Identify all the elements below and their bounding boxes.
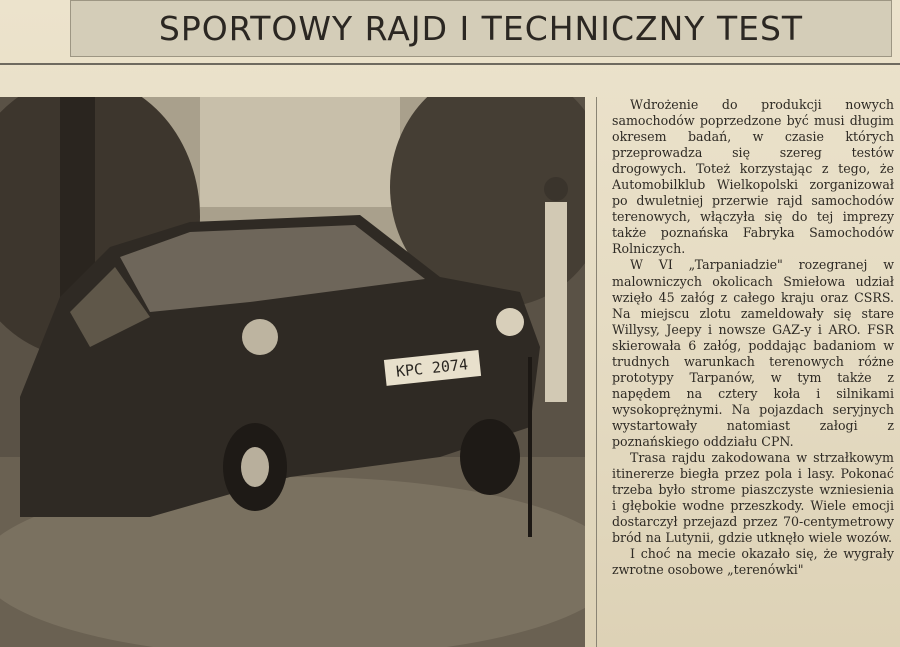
bystander (545, 202, 567, 402)
headlight (496, 308, 524, 336)
headline-banner (70, 0, 892, 57)
article-paragraph: Wdrożenie do produkcji nowych samochodów poprzedzone być musi długim okresem badań, w czasie których przeprowadza się szereg testów drogowych. Toteż korzystając z tego, że Automobilklub Wielkopolski zorganizował po dwuletniej przerwie rajd samochodów terenowych, włączyła się do tej imprezy także poznańska Fabryka Samochodów Rolniczych. (612, 97, 894, 257)
top-divider (0, 63, 900, 65)
rally-photo-illustration (0, 97, 585, 647)
article-paragraph: Trasa rajdu zakodowana w strzałkowym itinererze biegła przez pola i lasy. Pokonać trzeba było strome piaszczyste wzniesienia i głębokie wodne przeszkody. Wiele emocji dostarczył przejazd przez 70-centymetrowy bród na Lutynii, gdzie utknęło wiele wozów. (612, 450, 894, 546)
article-body (612, 97, 894, 647)
article-paragraph: W VI „Tarpaniadzie" rozegranej w malowniczych okolicach Smiełowa udział wzięło 45 załóg z całego kraju oraz CSRS. Na miejscu zlotu zameldowały się stare Willysy, Jeepy i nowsze GAZ-y i ARO. FSR skierowała 6 załóg, poddając badaniom w trudnych warunkach terenowych różne prototypy Tarpanów, w tym także z napędem na cztery koła i silnikami wysokoprężnymi. Na pojazdach seryjnych wystartowały natomiast załogi z poznańskiego oddziału CPN. (612, 257, 894, 449)
article-paragraph: I choć na mecie okazało się, że wygrały zwrotne osobowe „terenówki" (612, 546, 894, 578)
rally-photo (0, 97, 585, 647)
license-plate-text: KPC 2074 (395, 355, 469, 381)
column-divider (596, 97, 597, 647)
headline: SPORTOWY RAJD I TECHNICZNY TEST (158, 9, 804, 48)
